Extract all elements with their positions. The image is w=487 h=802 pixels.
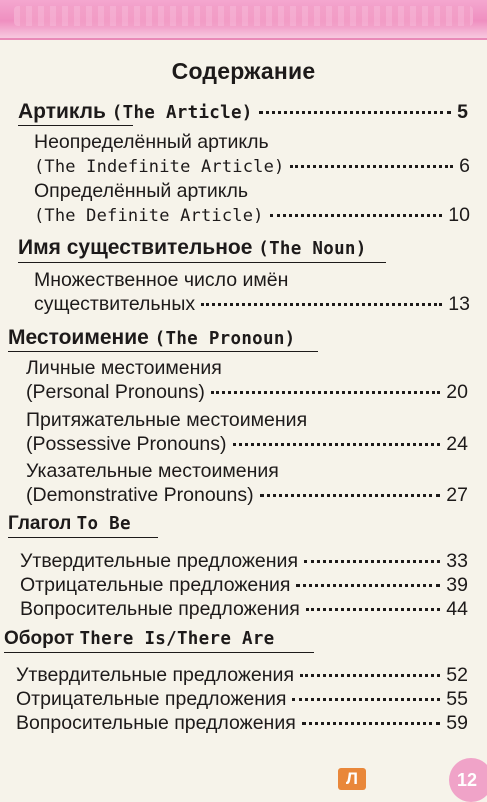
- publisher-stamp: Л: [338, 768, 366, 790]
- leader-dots: [233, 443, 441, 446]
- page-number: 44: [446, 598, 468, 620]
- toc-entry[interactable]: [26, 356, 468, 404]
- leader-dots: [300, 674, 440, 677]
- entry-line: Вопросительные предложения: [16, 712, 296, 734]
- section-heading-ru: Глагол: [8, 513, 72, 534]
- leader-dots: [270, 214, 443, 217]
- section-underline: [18, 262, 386, 263]
- page-number: 20: [446, 381, 468, 403]
- toc-entry[interactable]: [26, 459, 468, 507]
- toc-entry[interactable]: [34, 130, 470, 179]
- leader-dots: [304, 560, 440, 563]
- toc-entry[interactable]: [16, 688, 468, 711]
- section-heading-ru: Имя существительное: [18, 236, 253, 259]
- entry-line: Множественное число имён: [34, 269, 289, 291]
- page-number: 27: [446, 484, 468, 506]
- entry-line: Утвердительные предложения: [20, 550, 298, 572]
- page-number: 10: [448, 204, 470, 226]
- toc-entry[interactable]: [26, 408, 468, 456]
- section-there-is-heading[interactable]: [4, 628, 275, 650]
- section-underline: [8, 351, 318, 352]
- corner-page-number: 12: [449, 758, 487, 802]
- section-underline: [8, 537, 158, 538]
- toc-entry[interactable]: [16, 664, 468, 687]
- page-number: 13: [448, 293, 470, 315]
- section-heading-ru: Артикль: [18, 100, 106, 123]
- entry-line: Притяжательные местоимения: [26, 409, 308, 431]
- page-number: 55: [446, 688, 468, 710]
- entry-line: Неопределённый артикль: [34, 131, 269, 153]
- entry-line: (Personal Pronouns): [26, 381, 205, 403]
- section-heading-en: (The Noun): [258, 239, 367, 259]
- page-title: Содержание: [171, 58, 316, 84]
- page-number: 39: [446, 574, 468, 596]
- section-heading-en: There Is/There Are: [79, 629, 275, 649]
- toc-entry[interactable]: [20, 574, 468, 597]
- leader-dots: [201, 303, 442, 306]
- entry-line: Определённый артикль: [34, 180, 249, 202]
- section-pronoun-heading[interactable]: [8, 326, 296, 350]
- section-heading-en: (The Pronoun): [154, 329, 296, 349]
- section-article-heading[interactable]: [18, 100, 468, 124]
- leader-dots: [296, 584, 440, 587]
- section-heading-en: To Be: [76, 514, 131, 534]
- entry-line: Вопросительные предложения: [20, 598, 300, 620]
- page-top-band: [0, 0, 487, 40]
- section-noun-heading[interactable]: [18, 236, 367, 260]
- toc-entry[interactable]: [34, 179, 470, 228]
- entry-line: Указательные местоимения: [26, 460, 279, 482]
- leader-dots: [259, 111, 451, 114]
- entry-line: (The Indefinite Article): [34, 157, 285, 177]
- leader-dots: [302, 722, 441, 725]
- section-underline: [4, 652, 314, 653]
- leader-dots: [260, 494, 441, 497]
- section-heading-ru: Местоимение: [8, 326, 149, 349]
- entry-line: Личные местоимения: [26, 357, 222, 379]
- leader-dots: [290, 165, 453, 168]
- toc-entry[interactable]: [16, 712, 468, 735]
- section-to-be-heading[interactable]: [8, 513, 131, 535]
- toc-entry[interactable]: [34, 268, 470, 316]
- page-number: 24: [446, 433, 468, 455]
- toc-entry[interactable]: [20, 550, 468, 573]
- leader-dots: [306, 608, 441, 611]
- band-ornament: [14, 6, 473, 26]
- page-number: 5: [457, 101, 468, 123]
- section-heading-en: (The Article): [111, 103, 253, 123]
- entry-line: Отрицательные предложения: [16, 688, 287, 710]
- section-underline: [18, 125, 133, 126]
- page-number: 6: [459, 155, 470, 177]
- entry-line: (The Definite Article): [34, 206, 264, 226]
- toc-entry[interactable]: [20, 598, 468, 621]
- entry-line: Утвердительные предложения: [16, 664, 294, 686]
- entry-line: Отрицательные предложения: [20, 574, 291, 596]
- section-heading-ru: Оборот: [4, 628, 75, 649]
- entry-line: существительных: [34, 293, 196, 315]
- page-number: 52: [446, 664, 468, 686]
- entry-line: (Possessive Pronouns): [26, 433, 227, 455]
- leader-dots: [292, 698, 440, 701]
- page-number: 33: [446, 550, 468, 572]
- entry-line: (Demonstrative Pronouns): [26, 484, 254, 506]
- page-number: 59: [446, 712, 468, 734]
- leader-dots: [211, 391, 440, 394]
